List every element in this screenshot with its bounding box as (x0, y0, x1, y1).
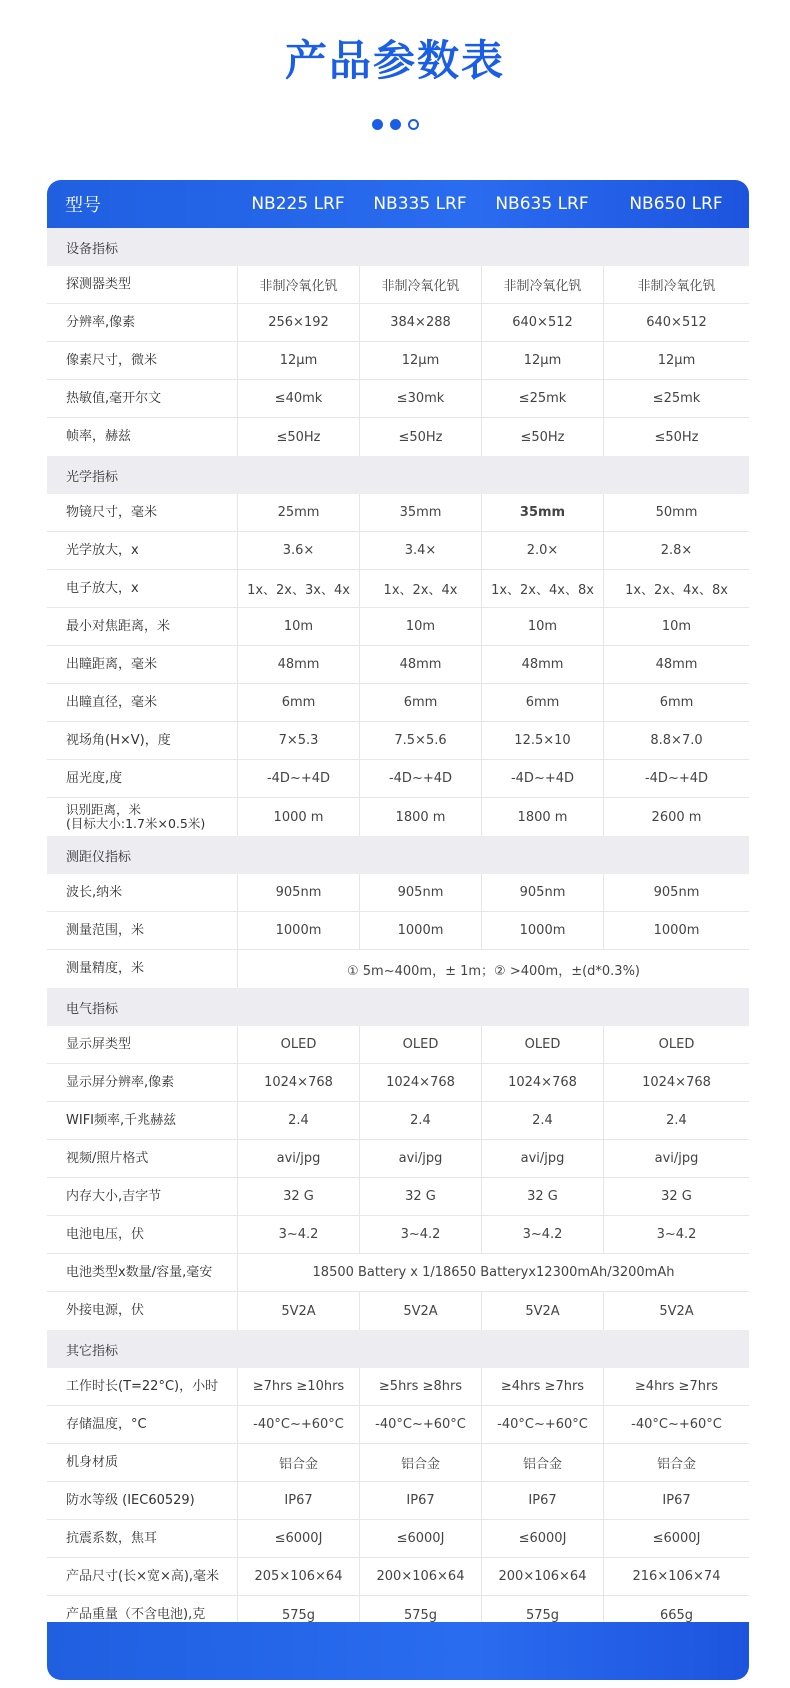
table-row (47, 798, 749, 836)
table-cell: 3~4.2 (237, 1216, 359, 1254)
row-label: 工作时长(T=22°C)，小时 (66, 1378, 219, 1394)
table-cell: 3~4.2 (481, 1216, 603, 1254)
table-cell: -40°C~+60°C (237, 1406, 359, 1444)
spec-table (47, 180, 749, 1680)
table-cell: ≤50Hz (481, 418, 603, 456)
table-cell: 25mm (237, 494, 359, 532)
table-row (47, 266, 749, 304)
row-label: 测量精度，米 (66, 961, 145, 976)
row-label-line: 识别距离，米 (66, 802, 142, 817)
table-cell: 10m (359, 608, 481, 646)
table-cell: 2.4 (603, 1102, 749, 1140)
table-cell: 铝合金 (359, 1444, 481, 1482)
row-label: 最小对焦距离，米 (66, 618, 171, 634)
table-cell: IP67 (237, 1482, 359, 1520)
row-label: WIFI频率,千兆赫兹 (66, 1112, 177, 1128)
table-cell: 非制冷氧化钒 (359, 266, 481, 304)
model-name: NB650 LRF (629, 194, 723, 214)
row-label: 波长,纳米 (66, 884, 123, 900)
table-cell: 5V2A (359, 1292, 481, 1330)
table-cell: 1000m (237, 912, 359, 950)
table-row (47, 1064, 749, 1102)
table-cell: ≤50Hz (237, 418, 359, 456)
table-row (47, 1482, 749, 1520)
table-row (47, 342, 749, 380)
table-row (47, 532, 749, 570)
pagination-dot (408, 119, 419, 130)
table-cell-merged: 18500 Battery x 1/18650 Batteryx12300mAh/3200mAh (237, 1254, 749, 1292)
row-label: 分辨率,像素 (66, 314, 136, 330)
table-row (47, 1520, 749, 1558)
pagination-dot (372, 119, 383, 130)
table-row (47, 1558, 749, 1596)
table-cell: 7×5.3 (237, 722, 359, 760)
table-cell: -40°C~+60°C (481, 1406, 603, 1444)
table-cell: 10m (237, 608, 359, 646)
table-cell: OLED (481, 1026, 603, 1064)
table-cell: 2.4 (481, 1102, 603, 1140)
row-label: 电池类型x数量/容量,毫安 (66, 1264, 213, 1280)
table-cell: 1024×768 (603, 1064, 749, 1102)
row-label: 像素尺寸，微米 (66, 352, 158, 368)
table-cell: -4D~+4D (603, 760, 749, 798)
table-cell: 铝合金 (603, 1444, 749, 1482)
table-cell: ≤50Hz (603, 418, 749, 456)
table-row (47, 950, 749, 988)
table-cell: 8.8×7.0 (603, 722, 749, 760)
table-cell: IP67 (359, 1482, 481, 1520)
table-cell: -4D~+4D (237, 760, 359, 798)
row-label: 出瞳直径，毫米 (66, 694, 158, 710)
section-header: 测距仪指标 (47, 836, 749, 874)
table-cell: ≤50Hz (359, 418, 481, 456)
table-cell: 575g (359, 1596, 481, 1634)
model-name: NB635 LRF (495, 194, 589, 214)
table-cell: 6mm (359, 684, 481, 722)
table-cell: 非制冷氧化钒 (237, 266, 359, 304)
table-cell: 905nm (237, 874, 359, 912)
row-label: 视场角(H×V)，度 (66, 732, 171, 748)
table-cell: 10m (481, 608, 603, 646)
table-cell: ≥5hrs ≥8hrs (359, 1368, 481, 1406)
table-cell: 2.4 (237, 1102, 359, 1140)
table-cell: 12μm (481, 342, 603, 380)
table-row (47, 1444, 749, 1482)
table-cell: 1800 m (481, 798, 603, 836)
table-cell: 665g (603, 1596, 749, 1634)
table-cell: 575g (237, 1596, 359, 1634)
table-cell: 12.5×10 (481, 722, 603, 760)
table-cell: 32 G (237, 1178, 359, 1216)
table-cell: 6mm (237, 684, 359, 722)
row-label: 抗震系数，焦耳 (66, 1530, 158, 1546)
table-cell: avi/jpg (359, 1140, 481, 1178)
table-cell: 35mm (481, 494, 603, 532)
table-cell: 905nm (359, 874, 481, 912)
table-cell: 6mm (603, 684, 749, 722)
model-label: 型号 (65, 195, 101, 216)
table-cell: avi/jpg (481, 1140, 603, 1178)
row-label: 物镜尺寸，毫米 (66, 504, 158, 520)
table-cell: ≤6000J (359, 1520, 481, 1558)
table-cell: 200×106×64 (359, 1558, 481, 1596)
table-cell: 48mm (359, 646, 481, 684)
footer-bar (47, 1622, 749, 1680)
table-row (47, 874, 749, 912)
table-cell: 3.6× (237, 532, 359, 570)
table-cell: 铝合金 (237, 1444, 359, 1482)
section-header: 电气指标 (47, 988, 749, 1026)
pagination-dot (390, 119, 401, 130)
table-cell: 12μm (237, 342, 359, 380)
row-label: 出瞳距离，毫米 (66, 656, 158, 672)
table-cell: 12μm (359, 342, 481, 380)
table-row (47, 1178, 749, 1216)
table-cell: 6mm (481, 684, 603, 722)
table-cell: 铝合金 (481, 1444, 603, 1482)
table-cell: 1024×768 (481, 1064, 603, 1102)
table-cell: 12μm (603, 342, 749, 380)
table-cell: 1x、2x、4x (359, 570, 481, 608)
table-row (47, 722, 749, 760)
table-cell: 48mm (237, 646, 359, 684)
table-cell: 5V2A (481, 1292, 603, 1330)
table-cell: 2.0× (481, 532, 603, 570)
row-label: 外接电源，伏 (66, 1303, 145, 1318)
table-cell: 384×288 (359, 304, 481, 342)
table-row (47, 380, 749, 418)
row-label: 电池电压，伏 (66, 1226, 145, 1242)
table-row (47, 1026, 749, 1064)
row-label: 产品尺寸(长×宽×高),毫米 (66, 1568, 220, 1584)
table-cell: ≥4hrs ≥7hrs (481, 1368, 603, 1406)
table-cell: 1x、2x、3x、4x (237, 570, 359, 608)
table-cell: IP67 (481, 1482, 603, 1520)
table-cell: 5V2A (603, 1292, 749, 1330)
table-cell: IP67 (603, 1482, 749, 1520)
table-row (47, 494, 749, 532)
table-cell: 256×192 (237, 304, 359, 342)
table-row (47, 646, 749, 684)
table-cell: 32 G (359, 1178, 481, 1216)
table-cell: avi/jpg (237, 1140, 359, 1178)
table-cell: ≤30mk (359, 380, 481, 418)
table-cell: 10m (603, 608, 749, 646)
table-row (47, 304, 749, 342)
table-row (47, 1140, 749, 1178)
table-cell: 5V2A (237, 1292, 359, 1330)
row-label: 光学放大，x (66, 542, 139, 558)
table-cell: -40°C~+60°C (603, 1406, 749, 1444)
table-cell: 2.4 (359, 1102, 481, 1140)
table-row (47, 1292, 749, 1330)
table-row (47, 1216, 749, 1254)
table-cell: 1x、2x、4x、8x (481, 570, 603, 608)
table-row (47, 418, 749, 456)
table-cell: 640×512 (603, 304, 749, 342)
table-row (47, 608, 749, 646)
row-label: 视频/照片格式 (66, 1150, 149, 1166)
table-cell: 1024×768 (359, 1064, 481, 1102)
page-title: 产品参数表 (284, 36, 505, 85)
model-name: NB225 LRF (251, 194, 345, 214)
row-label: 探测器类型 (66, 276, 132, 292)
table-cell: 1000m (359, 912, 481, 950)
table-row (47, 760, 749, 798)
table-cell: ≤6000J (481, 1520, 603, 1558)
table-cell: 200×106×64 (481, 1558, 603, 1596)
pagination-dots (0, 119, 790, 130)
table-cell: 905nm (603, 874, 749, 912)
table-cell-merged: ① 5m~400m，± 1m；② >400m，±(d*0.3%) (237, 950, 749, 988)
section-header: 光学指标 (47, 456, 749, 494)
section-header: 设备指标 (47, 228, 749, 266)
table-cell: 2600 m (603, 798, 749, 836)
table-cell: ≤25mk (603, 380, 749, 418)
table-cell: ≥4hrs ≥7hrs (603, 1368, 749, 1406)
table-cell: 1x、2x、4x、8x (603, 570, 749, 608)
table-cell: 32 G (603, 1178, 749, 1216)
table-cell: 205×106×64 (237, 1558, 359, 1596)
table-cell: OLED (237, 1026, 359, 1064)
table-cell: -40°C~+60°C (359, 1406, 481, 1444)
table-cell: ≤40mk (237, 380, 359, 418)
table-cell: OLED (359, 1026, 481, 1064)
table-row (47, 1368, 749, 1406)
table-cell: 7.5×5.6 (359, 722, 481, 760)
table-row (47, 570, 749, 608)
table-row (47, 684, 749, 722)
row-label: 显示屏类型 (66, 1036, 132, 1052)
row-label: 产品重量（不含电池),克 (66, 1607, 206, 1622)
table-cell: 1000 m (237, 798, 359, 836)
table-cell: 3~4.2 (603, 1216, 749, 1254)
table-row (47, 1102, 749, 1140)
table-cell: 3.4× (359, 532, 481, 570)
table-cell: 2.8× (603, 532, 749, 570)
table-cell: 3~4.2 (359, 1216, 481, 1254)
table-cell: 非制冷氧化钒 (603, 266, 749, 304)
row-label: 帧率，赫兹 (66, 429, 132, 444)
table-cell: 1024×768 (237, 1064, 359, 1102)
table-cell: 35mm (359, 494, 481, 532)
table-cell: ≥7hrs ≥10hrs (237, 1368, 359, 1406)
row-label: 显示屏分辨率,像素 (66, 1074, 175, 1090)
table-cell: -4D~+4D (359, 760, 481, 798)
table-cell: 575g (481, 1596, 603, 1634)
row-label: 内存大小,吉字节 (66, 1188, 162, 1204)
table-cell: -4D~+4D (481, 760, 603, 798)
table-cell: 1000m (603, 912, 749, 950)
table-cell: 非制冷氧化钒 (481, 266, 603, 304)
table-cell: 216×106×74 (603, 1558, 749, 1596)
table-cell: 48mm (481, 646, 603, 684)
table-cell: OLED (603, 1026, 749, 1064)
table-cell: 48mm (603, 646, 749, 684)
table-row (47, 912, 749, 950)
table-cell: 32 G (481, 1178, 603, 1216)
table-cell: ≤6000J (237, 1520, 359, 1558)
table-cell: 640×512 (481, 304, 603, 342)
table-body (47, 228, 749, 1634)
table-cell: 1800 m (359, 798, 481, 836)
model-name: NB335 LRF (373, 194, 467, 214)
table-cell: ≤25mk (481, 380, 603, 418)
row-label: 屈光度,度 (66, 770, 123, 786)
row-label: 防水等级 (IEC60529) (66, 1492, 195, 1508)
row-label (47, 803, 237, 831)
row-label: 热敏值,毫开尔文 (66, 390, 162, 406)
table-header (47, 180, 749, 228)
row-label: 机身材质 (66, 1454, 119, 1470)
row-label: 测量范围，米 (66, 922, 145, 938)
row-label: 电子放大，x (66, 580, 139, 596)
table-row (47, 1254, 749, 1292)
table-cell: 50mm (603, 494, 749, 532)
row-label-line: (目标大小:1.7米×0.5米) (66, 816, 206, 831)
table-cell: 1000m (481, 912, 603, 950)
table-cell: avi/jpg (603, 1140, 749, 1178)
table-cell: ≤6000J (603, 1520, 749, 1558)
table-row (47, 1406, 749, 1444)
table-cell: 905nm (481, 874, 603, 912)
section-header: 其它指标 (47, 1330, 749, 1368)
row-label: 存储温度，°C (66, 1416, 147, 1432)
